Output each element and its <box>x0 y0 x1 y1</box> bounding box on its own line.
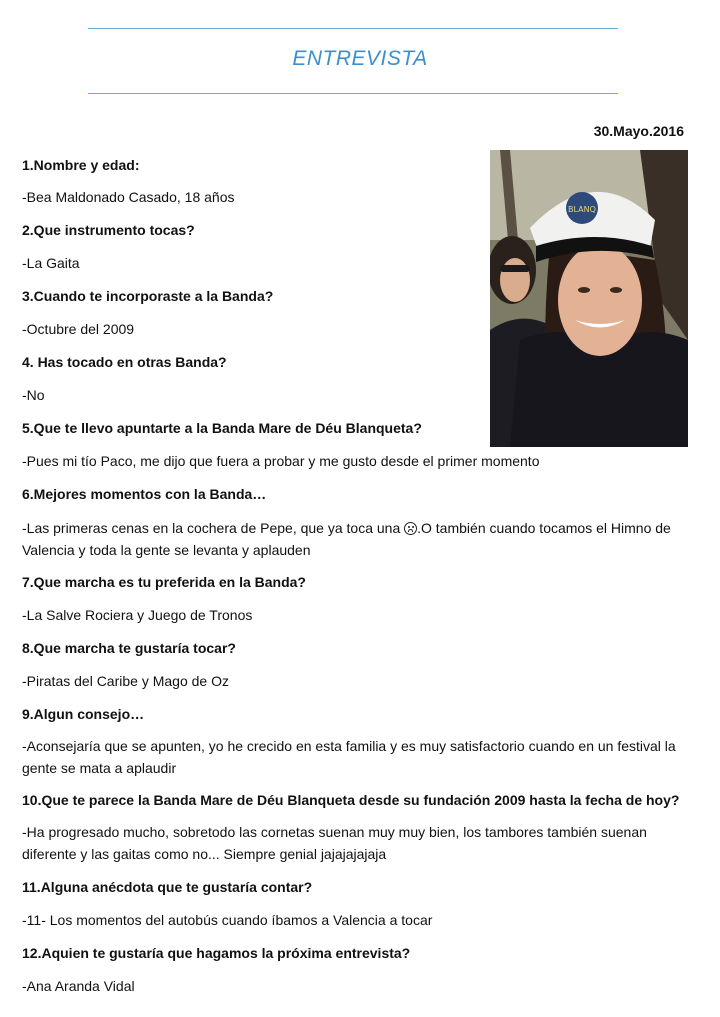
answer-2: -La Gaita <box>22 255 80 271</box>
question-10: 10.Que te parece la Banda Mare de Déu Blanqueta desde su fundación 2009 hasta la fecha de hoy? <box>22 792 680 808</box>
question-6: 6.Mejores momentos con la Banda… <box>22 486 267 502</box>
answer-3: -Octubre del 2009 <box>22 321 135 337</box>
answer-9: -Aconsejaría que se apunten, yo he crecido en esta familia y es muy satisfactorio cuando en un festival la gente se mata a aplaudir <box>22 738 676 776</box>
answer-1: -Bea Maldonado Casado, 18 años <box>22 189 235 205</box>
question-11: 11.Alguna anécdota que te gustaría contar? <box>22 879 313 895</box>
question-3: 3.Cuando te incorporaste a la Banda? <box>22 288 274 304</box>
question-5: 5.Que te llevo apuntarte a la Banda Mare de Déu Blanqueta? <box>22 420 422 436</box>
answer-7: -La Salve Rociera y Juego de Tronos <box>22 607 253 623</box>
crying-face-icon <box>404 522 417 535</box>
answer-6-part-1: -Las primeras cenas en la cochera de Pepe, que ya toca una <box>22 520 405 536</box>
top-divider <box>88 28 618 29</box>
cap-badge-text: BLANQ <box>568 205 596 214</box>
interview-date: 30.Mayo.2016 <box>593 123 684 139</box>
bottom-divider <box>88 93 618 94</box>
question-1: 1.Nombre y edad: <box>22 157 140 173</box>
question-8: 8.Que marcha te gustaría tocar? <box>22 640 236 656</box>
question-12: 12.Aquien te gustaría que hagamos la próxima entrevista? <box>22 945 411 961</box>
answer-10: -Ha progresado mucho, sobretodo las cornetas suenan muy muy bien, los tambores también suenan diferente y las gaitas como no... Siempre genial jajajajajaja <box>22 824 647 862</box>
answer-4: -No <box>22 387 45 403</box>
page-title: ENTREVISTA <box>292 47 428 70</box>
answer-6-part-2: .O también cuando tocamos el Himno de Valencia y toda la gente se levanta y aplauden <box>22 520 671 558</box>
answer-12: -Ana Aranda Vidal <box>22 978 135 994</box>
question-9: 9.Algun consejo… <box>22 706 145 722</box>
answer-11: -11- Los momentos del autobús cuando íbamos a Valencia a tocar <box>22 912 433 928</box>
answer-6 <box>22 517 690 561</box>
answer-5: -Pues mi tío Paco, me dijo que fuera a probar y me gusto desde el primer momento <box>22 453 540 469</box>
answer-8: -Piratas del Caribe y Mago de Oz <box>22 673 229 689</box>
question-7: 7.Que marcha es tu preferida en la Banda? <box>22 574 306 590</box>
question-2: 2.Que instrumento tocas? <box>22 222 195 238</box>
question-4: 4. Has tocado en otras Banda? <box>22 354 227 370</box>
